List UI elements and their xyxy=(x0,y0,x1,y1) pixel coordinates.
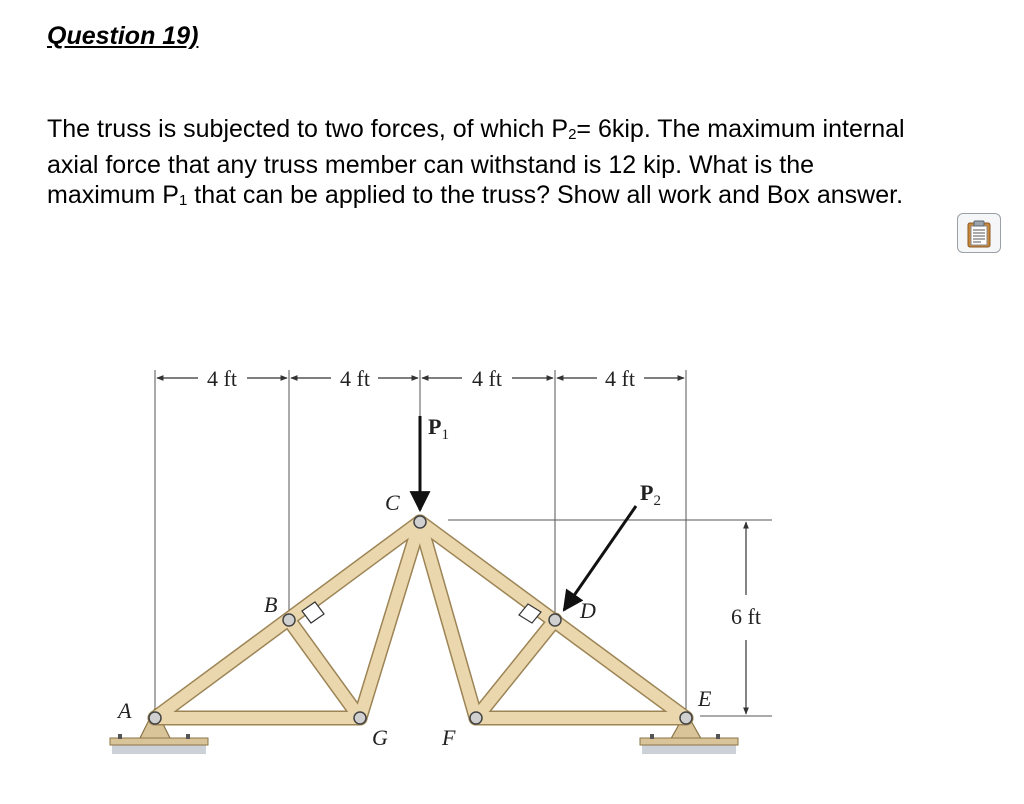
clipboard-icon xyxy=(967,220,991,248)
pin-B xyxy=(283,614,295,626)
joint-label-E: E xyxy=(698,686,712,711)
pin-E xyxy=(680,712,692,724)
pin-F xyxy=(470,712,482,724)
joint-label-D: D xyxy=(580,598,596,623)
spacing-label-3: 4 ft xyxy=(472,366,502,391)
question-title: Question 19) xyxy=(47,22,199,50)
height-label: 6 ft xyxy=(731,604,761,629)
right-angle-marks xyxy=(302,602,541,623)
load-p2-arrow xyxy=(564,506,636,610)
pin-D xyxy=(549,614,561,626)
question-line-2: axial force that any truss member can withstand is 12 kip. What is the xyxy=(47,151,815,179)
pin-G xyxy=(354,712,366,724)
pin-A xyxy=(149,712,161,724)
joint-label-F: F xyxy=(442,725,456,750)
joint-label-G: G xyxy=(372,725,388,750)
clipboard-button[interactable] xyxy=(957,213,1001,253)
member-DF xyxy=(476,620,555,718)
load-p1-label: $P_1$ xyxy=(428,414,449,443)
question-line-1: The truss is subjected to two forces, of which P2= 6kip. The maximum internal xyxy=(47,115,905,143)
load-p2-label: $P_2$ xyxy=(640,480,661,509)
spacing-label-1: 4 ft xyxy=(207,366,237,391)
joint-label-B: B xyxy=(264,592,278,617)
truss-diagram xyxy=(0,340,1024,804)
spacing-label-4: 4 ft xyxy=(605,366,635,391)
question-text xyxy=(47,114,987,216)
pin-C xyxy=(414,516,426,528)
question-line-3: maximum P1 that can be applied to the truss? Show all work and Box answer. xyxy=(47,181,904,209)
joint-label-A: A xyxy=(118,698,132,723)
joint-label-C: C xyxy=(385,490,400,515)
member-BG xyxy=(289,620,360,718)
spacing-label-2: 4 ft xyxy=(340,366,370,391)
